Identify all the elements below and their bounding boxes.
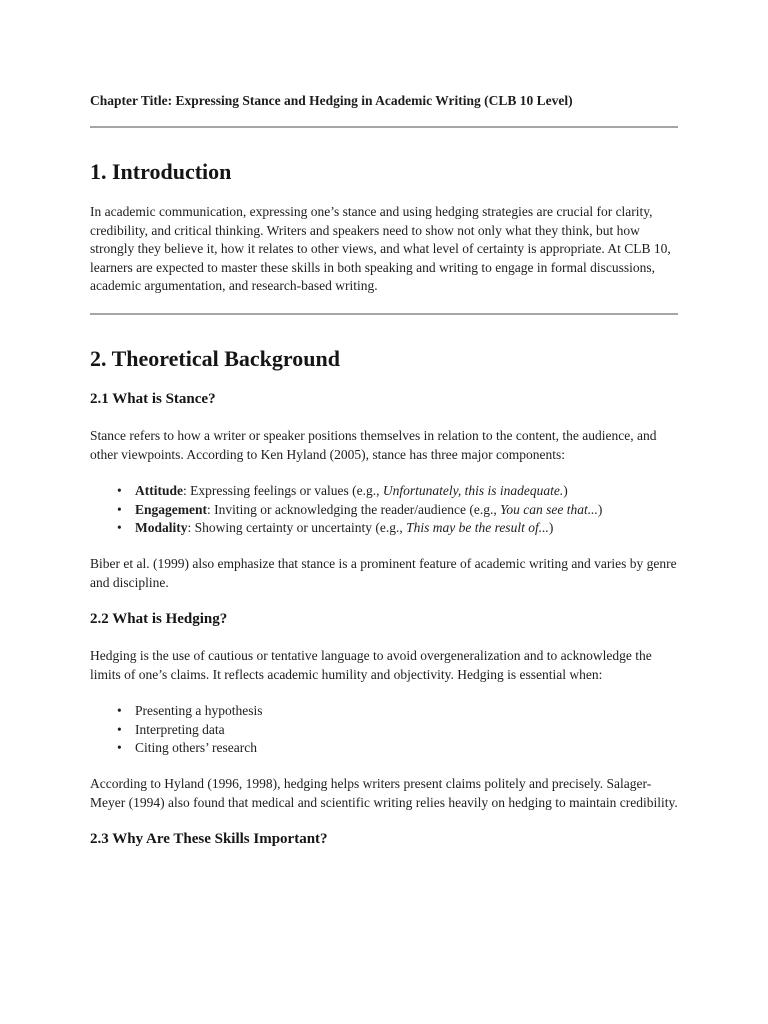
list-item-text: Citing others’ research	[135, 739, 257, 755]
section-2-3-heading: 2.3 Why Are These Skills Important?	[90, 831, 328, 848]
bullet-suffix: )	[563, 483, 568, 499]
bullet-example: You can see that...	[500, 501, 598, 517]
list-item-text	[135, 501, 602, 519]
bullet-suffix: )	[597, 501, 603, 517]
list-item-text: Presenting a hypothesis	[135, 703, 263, 719]
bullet-term: Attitude	[135, 483, 183, 499]
list-item	[117, 739, 678, 757]
section-2-heading: 2. Theoretical Background	[90, 346, 340, 372]
stance-components-list	[90, 482, 678, 537]
list-item	[117, 702, 678, 720]
bullet-icon: •	[117, 520, 122, 536]
horizontal-rule-top	[90, 126, 678, 128]
hedging-definition-paragraph: Hedging is the use of cautious or tentative language to avoid overgeneralization and to acknowledge the limits of one’s claims. It reflects academic humility and objectivity. Hedging is essential when:	[90, 648, 652, 682]
list-item	[117, 721, 678, 739]
bullet-body: : Expressing feelings or values (e.g.,	[183, 483, 383, 499]
list-item-text	[135, 482, 568, 500]
stance-biber-paragraph: Biber et al. (1999) also emphasize that stance is a prominent feature of academic writing and varies by genre and discipline.	[90, 556, 677, 590]
horizontal-rule-middle	[90, 313, 678, 315]
bullet-icon: •	[117, 483, 122, 499]
section-2-1-heading: 2.1 What is Stance?	[90, 391, 216, 408]
bullet-term: Modality	[135, 520, 188, 536]
bullet-icon: •	[117, 721, 122, 737]
list-item	[117, 519, 678, 537]
hedging-uses-list	[90, 702, 678, 757]
bullet-example: Unfortunately, this is inadequate.	[382, 483, 564, 499]
list-item	[117, 482, 678, 500]
bullet-suffix: )	[548, 520, 554, 536]
bullet-icon: •	[117, 739, 122, 755]
list-item-text: Interpreting data	[135, 721, 225, 737]
list-item	[117, 501, 678, 519]
list-item-text	[135, 519, 553, 537]
stance-definition-paragraph: Stance refers to how a writer or speaker positions themselves in relation to the content, the audience, and other viewpoints. According to Ken Hyland (2005), stance has three major components:	[90, 428, 657, 462]
section-1-heading: 1. Introduction	[90, 159, 232, 185]
section-2-2-heading: 2.2 What is Hedging?	[90, 611, 228, 628]
hedging-hyland-paragraph: According to Hyland (1996, 1998), hedging helps writers present claims politely and precisely. Salager-Meyer (1994) also found that medical and scientific writing relies heavily on hedging to maintain credibility.	[90, 776, 678, 810]
bullet-icon: •	[117, 703, 122, 719]
chapter-title: Chapter Title: Expressing Stance and Hedging in Academic Writing (CLB 10 Level)	[90, 93, 573, 108]
bullet-term: Engagement	[135, 501, 207, 517]
bullet-body: : Showing certainty or uncertainty (e.g.,	[187, 520, 407, 536]
section-1-paragraph: In academic communication, expressing one’s stance and using hedging strategies are crucial for clarity, credibility, and critical thinking. Writers and speakers need to show not only what they think, but how strongly they believe it, how it relates to other views, and what level of certainty is appropriate. At CLB 10, learners are expected to master these skills in both speaking and writing to engage in formal discussions, academic argumentation, and research-based writing.	[90, 204, 671, 294]
bullet-example: This may be the result of...	[406, 520, 549, 536]
bullet-icon: •	[117, 501, 122, 517]
bullet-body: : Inviting or acknowledging the reader/audience (e.g.,	[207, 501, 501, 517]
